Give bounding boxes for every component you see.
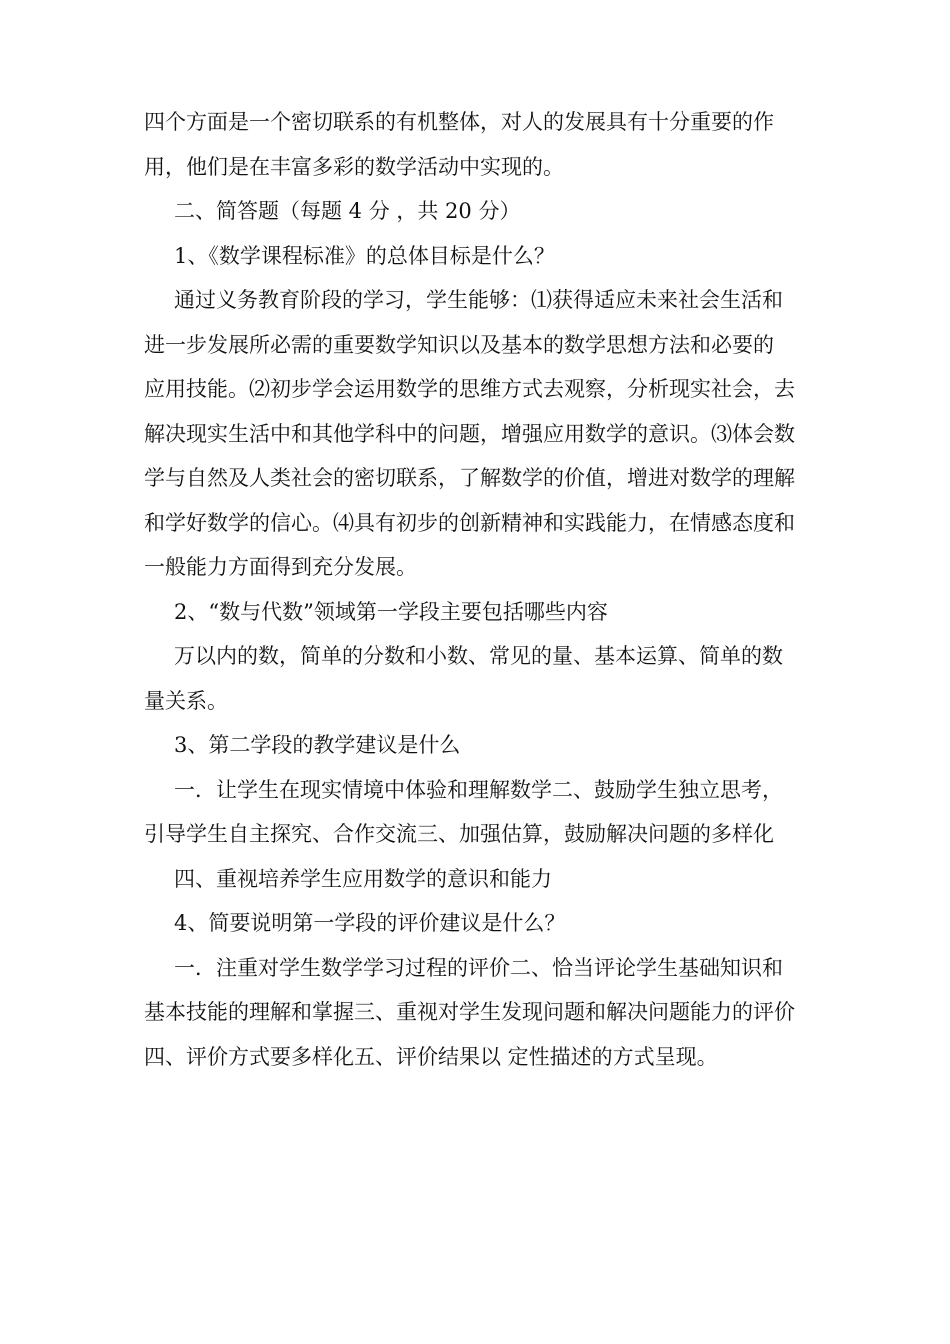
answer-2-line: 量关系。 [144,688,228,713]
answer-2-line: 万以内的数，简单的分数和小数、常见的量、基本运算、简单的数 [174,644,783,668]
answer-4-line: 四、评价方式要多样化五、评价结果以 定性描述的方式呈现。 [144,1044,718,1069]
question-1: 1、《数学课程标准》的总体目标是什么？ [174,243,555,268]
answer-3-line: 一．让学生在现实情境中体验和理解数学二、鼓励学生独立思考， [174,777,783,802]
answer-1-line: 和学好数学的信心。⑷具有初步的创新精神和实践能力，在情感态度和 [144,510,795,535]
text-line: 用，他们是在丰富多彩的数学活动中实现的。 [144,154,564,179]
question-4: 4、简要说明第一学段的评价建议是什么？ [174,911,566,935]
answer-1-line: 应用技能。⑵初步学会运用数学的思维方式去观察，分析现实社会，去 [144,377,795,401]
answer-3-line: 引导学生自主探究、合作交流三、加强估算，鼓励解决问题的多样化 [144,822,774,846]
document-body [144,100,824,1079]
answer-4-line: 一．注重对学生数学学习过程的评价二、恰当评论学生基础知识和 [174,955,783,980]
answer-3-line: 四、重视培养学生应用数学的意识和能力 [174,866,552,891]
answer-1-line: 一般能力方面得到充分发展。 [144,555,417,579]
answer-1-line: 学与自然及人类社会的密切联系，了解数学的价值，增进对数学的理解 [144,466,795,490]
answer-1-line: 解决现实生活中和其他学科中的问题，增强应用数学的意识。⑶体会数 [144,421,795,446]
section-heading: 二、简答题（每题 4 分 ，共 20 分） [174,199,521,223]
answer-4-line: 基本技能的理解和掌握三、重视对学生发现问题和解决问题能力的评价 [144,1000,795,1024]
answer-1-line: 通过义务教育阶段的学习，学生能够：⑴获得适应未来社会生活和 [174,288,783,312]
answer-1-line: 进一步发展所必需的重要数学知识以及基本的数学思想方法和必要的 [144,332,774,357]
text-line: 四个方面是一个密切联系的有机整体，对人的发展具有十分重要的作 [144,110,774,134]
question-3: 3、第二学段的教学建议是什么 [174,733,461,757]
question-2: 2、“数与代数”领域第一学段主要包括哪些内容 [174,599,608,624]
